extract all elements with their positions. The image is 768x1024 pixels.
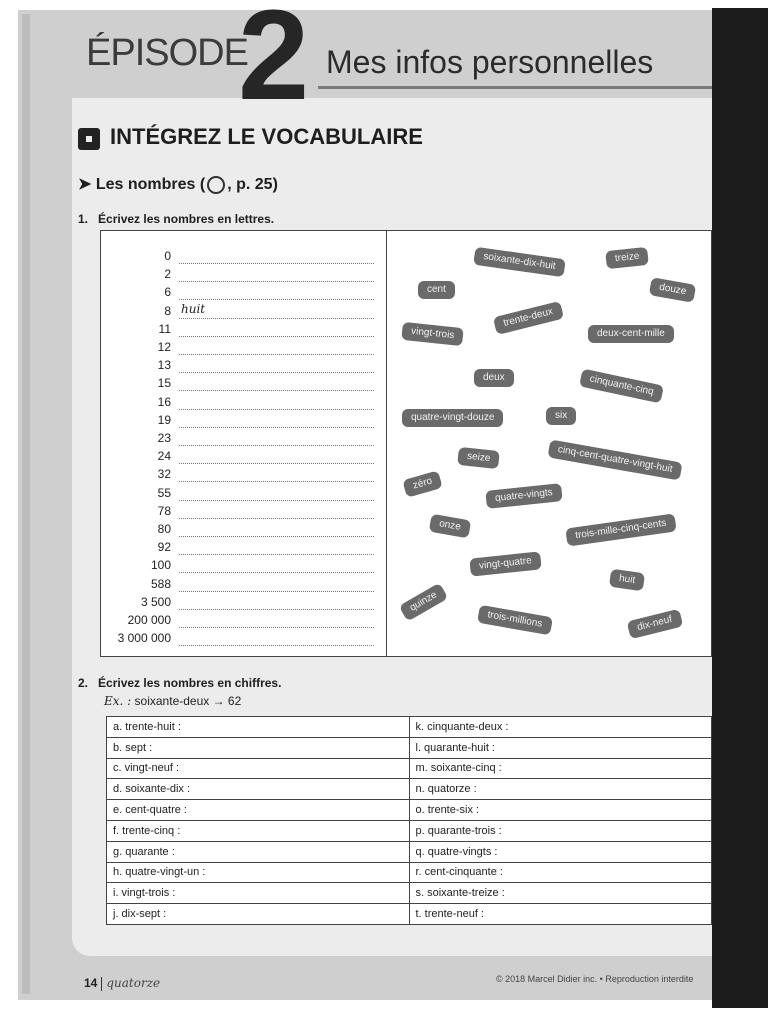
answer-line[interactable] xyxy=(179,627,374,628)
answer-line[interactable] xyxy=(179,572,374,573)
number-row xyxy=(101,540,386,558)
number-value: 16 xyxy=(157,394,171,409)
answer-cell[interactable]: j. dix-sept : xyxy=(107,904,410,925)
answer-line[interactable] xyxy=(179,281,374,282)
example-prefix: Ex. : xyxy=(104,694,132,708)
exercise-2-table xyxy=(106,716,712,925)
number-value: 0 xyxy=(164,249,171,263)
answer-line[interactable] xyxy=(179,554,374,555)
page-number: 14 xyxy=(84,976,98,990)
number-row xyxy=(101,631,386,649)
number-row xyxy=(101,301,386,322)
number-row xyxy=(101,267,386,285)
number-value: 6 xyxy=(164,285,171,300)
subsection-title xyxy=(78,174,278,194)
answer-line[interactable] xyxy=(179,318,374,319)
footer-divider xyxy=(101,977,102,991)
number-row xyxy=(101,249,386,267)
number-row xyxy=(101,577,386,595)
answer-cell[interactable]: l. quarante-huit : xyxy=(409,737,712,758)
box-divider xyxy=(386,231,387,656)
word-chip[interactable]: vingt-trois xyxy=(401,322,464,346)
copyright: © 2018 Marcel Didier inc. • Reproduction interdite xyxy=(496,974,694,984)
word-chip[interactable]: six xyxy=(546,407,576,425)
number-value: 19 xyxy=(157,412,171,427)
number-value: 15 xyxy=(157,376,171,391)
subsection-suffix: , p. 25) xyxy=(227,176,278,193)
exercise-1-heading xyxy=(78,212,274,226)
word-chip[interactable]: seize xyxy=(457,447,500,469)
word-chip[interactable]: cinquante-cinq xyxy=(579,369,664,404)
answer-line[interactable] xyxy=(179,409,374,410)
number-row xyxy=(101,358,386,376)
table-row xyxy=(107,883,712,904)
section-square-icon xyxy=(78,128,100,150)
exercise-2-instruction: Écrivez les nombres en chiffres. xyxy=(98,676,282,690)
section-title: INTÉGREZ LE VOCABULAIRE xyxy=(110,124,423,149)
number-value: 12 xyxy=(157,340,171,354)
header-rule xyxy=(318,86,712,89)
answer-cell[interactable]: g. quarante : xyxy=(107,841,410,862)
word-chip[interactable]: zéro xyxy=(402,470,443,498)
answer-cell[interactable]: b. sept : xyxy=(107,737,410,758)
page-word: quatorze xyxy=(106,976,161,990)
answer-cell[interactable]: k. cinquante-deux : xyxy=(409,717,712,738)
answer-cell[interactable]: d. soixante-dix : xyxy=(107,779,410,800)
word-chip[interactable]: trois-mille-cinq-cents xyxy=(565,513,676,546)
table-row xyxy=(107,841,712,862)
answer-cell[interactable]: s. soixante-treize : xyxy=(409,883,712,904)
number-row xyxy=(101,558,386,576)
page-edge xyxy=(22,14,30,994)
word-chip[interactable]: quatre-vingts xyxy=(485,483,562,509)
word-chip[interactable]: quinze xyxy=(399,582,449,621)
number-value: 23 xyxy=(157,431,171,445)
answer-line[interactable] xyxy=(179,263,374,264)
number-row xyxy=(101,504,386,522)
number-row xyxy=(101,486,386,504)
word-chip[interactable]: cent xyxy=(418,281,455,299)
table-row xyxy=(107,717,712,738)
answer-line[interactable] xyxy=(179,336,374,337)
number-value: 3 500 xyxy=(140,594,171,609)
word-chip[interactable]: quatre-vingt-douze xyxy=(402,409,503,427)
number-row xyxy=(101,285,386,303)
number-value: 11 xyxy=(158,321,171,336)
word-chip[interactable]: vingt-quatre xyxy=(469,551,541,576)
number-row xyxy=(101,522,386,540)
page-footer xyxy=(84,976,160,991)
number-value: 78 xyxy=(157,503,171,518)
answer-cell[interactable]: t. trente-neuf : xyxy=(409,904,712,925)
audio-disc-icon xyxy=(207,176,225,194)
number-value: 200 000 xyxy=(127,613,171,627)
word-chip[interactable]: trois-millions xyxy=(477,605,553,636)
number-row xyxy=(101,376,386,394)
number-value: 2 xyxy=(164,267,171,282)
number-row xyxy=(101,340,386,358)
number-row xyxy=(101,595,386,613)
table-row xyxy=(107,862,712,883)
answer-cell[interactable]: a. trente-huit : xyxy=(107,717,410,738)
exercise-2-number: 2. xyxy=(78,676,89,690)
word-chip[interactable]: douze xyxy=(649,277,697,303)
word-chip[interactable]: soixante-dix-huit xyxy=(473,247,565,277)
word-chip[interactable]: cinq-cent-quatre-vingt-huit xyxy=(547,439,682,480)
answer-line[interactable] xyxy=(179,518,374,519)
answer-cell[interactable]: h. quatre-vingt-un : xyxy=(107,862,410,883)
word-chip[interactable]: deux xyxy=(474,369,514,387)
answer-line[interactable] xyxy=(179,427,374,428)
number-value: 32 xyxy=(157,467,171,482)
answer-cell[interactable]: f. trente-cinq : xyxy=(107,820,410,841)
answer-line[interactable] xyxy=(179,591,374,592)
answer-line[interactable] xyxy=(179,500,374,501)
exercise-2-heading xyxy=(78,676,281,690)
answer-line[interactable] xyxy=(179,445,374,446)
answer-cell[interactable]: r. cent-cinquante : xyxy=(409,862,712,883)
exercise-1-number: 1. xyxy=(78,212,89,226)
number-row xyxy=(101,413,386,431)
answer-line[interactable] xyxy=(179,463,374,464)
number-row xyxy=(101,613,386,631)
answer-cell[interactable]: i. vingt-trois : xyxy=(107,883,410,904)
answer-line[interactable] xyxy=(179,354,374,355)
table-row xyxy=(107,758,712,779)
answer-cell[interactable]: c. vingt-neuf : xyxy=(107,758,410,779)
answer-cell[interactable]: q. quatre-vingts : xyxy=(409,841,712,862)
exercise-1-instruction: Écrivez les nombres en lettres. xyxy=(98,212,275,226)
number-row xyxy=(101,322,386,340)
answer-line[interactable] xyxy=(179,481,374,482)
chapter-title: Mes infos personnelles xyxy=(326,44,654,80)
word-chip[interactable]: dix-neuf xyxy=(627,609,683,639)
word-chip[interactable]: treize xyxy=(605,247,649,269)
number-row xyxy=(101,467,386,485)
example-text: soixante-deux → 62 xyxy=(134,694,242,708)
number-value: 92 xyxy=(157,540,171,555)
number-value: 100 xyxy=(150,558,171,573)
table-row xyxy=(107,820,712,841)
number-row xyxy=(101,431,386,449)
answer-line[interactable] xyxy=(179,645,374,646)
scan-shadow xyxy=(712,8,768,1008)
example-line xyxy=(104,694,241,708)
exercise-1-box xyxy=(100,230,712,657)
episode-number: 2 xyxy=(238,0,310,127)
number-value: 588 xyxy=(150,576,171,591)
answer-line[interactable] xyxy=(179,609,374,610)
word-chip[interactable]: trente-deux xyxy=(493,301,564,335)
subsection-prefix: ➤ Les nombres ( xyxy=(78,176,206,193)
answer-cell[interactable]: n. quatorze : xyxy=(409,779,712,800)
number-row xyxy=(101,449,386,467)
answer-cell[interactable]: p. quarante-trois : xyxy=(409,820,712,841)
answer-cell[interactable]: e. cent-quatre : xyxy=(107,800,410,821)
answer-cell[interactable]: o. trente-six : xyxy=(409,800,712,821)
word-chip[interactable]: onze xyxy=(429,514,471,539)
answer-cell[interactable]: m. soixante-cinq : xyxy=(409,758,712,779)
table-row xyxy=(107,904,712,925)
answer-line[interactable] xyxy=(179,536,374,537)
table-row xyxy=(107,800,712,821)
number-value: 80 xyxy=(157,522,171,536)
word-chip[interactable]: huit xyxy=(609,569,645,592)
answer-line[interactable] xyxy=(179,390,374,391)
number-value: 55 xyxy=(157,485,171,500)
answer-line[interactable] xyxy=(179,372,374,373)
number-value: 24 xyxy=(157,449,171,464)
answer-text: huit xyxy=(181,301,206,316)
episode-word: ÉPISODE xyxy=(86,32,248,74)
number-value: 8 xyxy=(164,303,171,318)
table-row xyxy=(107,737,712,758)
number-value: 3 000 000 xyxy=(117,631,171,646)
table-row xyxy=(107,779,712,800)
number-value: 13 xyxy=(157,358,171,373)
number-row xyxy=(101,395,386,413)
answer-line[interactable] xyxy=(179,299,374,300)
word-chip[interactable]: deux-cent-mille xyxy=(588,325,674,343)
